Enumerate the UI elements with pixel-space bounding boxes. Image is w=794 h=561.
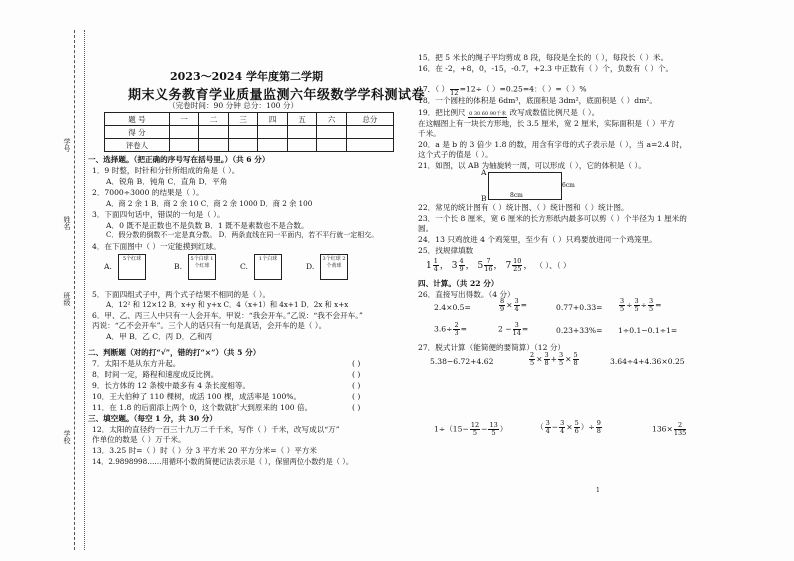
score-cell[interactable]: [199, 126, 228, 139]
score-cell[interactable]: [228, 126, 257, 139]
side-label-class: 班级: [63, 292, 71, 306]
score-cell[interactable]: [228, 139, 257, 152]
section-4-heading: 四、计算。（共 22 分）: [418, 279, 499, 288]
section-1-heading: 一、选择题。（把正确的序号写在括号里。）（共 6 分）: [88, 155, 270, 164]
binding-line-inner: [84, 30, 85, 550]
side-label-school: 学校: [63, 430, 71, 444]
question-6-options: A．甲 B．乙 C．丙 D．乙和丙: [106, 332, 213, 341]
score-header-cell: 六: [317, 113, 346, 126]
ball-box-c: [254, 254, 282, 280]
score-cell[interactable]: [258, 139, 287, 152]
question-20: 20．a 是 b 的 3 倍少 1.8 的数，用含有字母的式子表示是（ ），当 a=2.4 时，: [418, 140, 688, 149]
score-header-cell: 四: [258, 113, 287, 126]
score-row-label: 得 分: [105, 126, 170, 139]
score-cell[interactable]: [346, 126, 393, 139]
side-label-number: 学号: [63, 138, 71, 152]
question-19: [418, 108, 599, 118]
score-cell[interactable]: [346, 139, 393, 152]
answer-paren-11[interactable]: ( ): [352, 403, 361, 412]
score-table: [104, 112, 394, 152]
question-17: [418, 82, 587, 97]
question-19-rest: 改写成数值比例尺是（ ）。: [509, 108, 600, 117]
question-23-line2: 圆。: [418, 224, 434, 233]
score-cell[interactable]: [317, 139, 346, 152]
score-cell[interactable]: [287, 139, 316, 152]
question-8: 8．时间一定，路程和速度成反比例。: [92, 370, 219, 379]
option-b-label: B.: [174, 262, 182, 271]
question-5-options: A．12² 和 12×12 B．x+y 和 y+x C．4（x+1）和 4x+1 D．2x 和 x+x: [106, 300, 349, 309]
option-a-label: A.: [104, 262, 112, 271]
answer-paren-7[interactable]: ( ): [352, 359, 361, 368]
question-7: 7．太阳不是从东方升起。: [92, 359, 181, 368]
question-1: 1．9 时整，时针和分针所组成的角是（ ）。: [92, 166, 240, 175]
score-header-cell: 二: [199, 113, 228, 126]
question-25: 25．找规律填数: [418, 246, 474, 255]
question-22: 22．常见的统计图有（ ）统计图、（ ）统计图和（ ）统计图。: [418, 203, 629, 212]
expr-1: 5.38−6.72+4.62: [430, 357, 494, 366]
question-1-options: A．锐角 B．钝角 C．直角 D．平角: [106, 177, 228, 186]
question-9: 9．长方体的 12 条棱中最多有 4 条长度相等。: [92, 381, 251, 390]
score-cell[interactable]: [169, 126, 198, 139]
question-6-line2: 丙说：“乙不会开车”。三个人的话只有一句是真话，会开车的是（ ）。: [92, 321, 327, 330]
score-cell[interactable]: [199, 139, 228, 152]
ball-box-a-text: 5个红球: [122, 256, 142, 262]
calc-6: 2 − $\frac{3}{14}$ =: [498, 321, 529, 337]
score-header-cell: 一: [169, 113, 198, 126]
sequence-row: [426, 258, 571, 274]
score-row-label: 评卷人: [105, 139, 170, 152]
question-19-lead: 19．把比例尺: [418, 108, 466, 117]
fraction-17-den: 12: [450, 89, 459, 97]
section-2-heading: 二、判断题（对的打“√”，错的打“×”）（共 5 分）: [88, 348, 261, 357]
scale-bar: 0 30 60 90千米: [469, 111, 507, 117]
seq-term-4: 7 $\frac{10}{25}$ ，: [505, 257, 533, 273]
ball-box-b-text: 5个白球 1个红球: [190, 256, 214, 269]
question-27: 27．脱式计算（能简便的要简算）（12 分）: [418, 343, 566, 352]
seq-blanks[interactable]: （ ）、（ ）: [535, 261, 571, 270]
section-3-heading: 三、填空题。（每空 1 分，共 30 分）: [88, 414, 217, 423]
seq-term-1: 1 $\frac{1}{4}$ ，: [426, 257, 449, 273]
ball-box-d-text: 3个红球 2个黄球: [322, 256, 346, 269]
question-15: 15．把 5 米长的绳子平均剪成 8 段，每段是全长的（ ），每段长（ ）米。: [418, 53, 669, 62]
question-3-options-b: C．假分数的倒数不一定是真分数。 D．两条直线在同一平面内，若不平行就一定相交。: [106, 231, 379, 239]
answer-paren-8[interactable]: ( ): [352, 370, 361, 379]
question-11: 11．在 1.8 的后面添上两个 0，这个数就扩大到原来的 100 倍。: [92, 403, 313, 412]
question-3-options-a: A．0 既不是正数也不是负数 B．1 既不是素数也不是合数。: [106, 221, 309, 230]
question-19-line2: 在这幅图上有一块长方形地，长 3.5 厘米，宽 2 厘米，实际面积是（ ）平方: [418, 119, 675, 128]
expr-6: 136× $\frac{2}{135}$: [652, 421, 687, 437]
question-23: 23．一个长 8 厘米，宽 6 厘米的长方形纸内最多可以剪（ ）个半径为 1 厘米的: [418, 214, 687, 223]
score-header-cell: 总分: [346, 113, 393, 126]
expr-3: 3.64÷4+4.36×0.25: [610, 357, 685, 366]
question-21: 21．如图，以 AB 为轴旋转一周，可以形成（ ），它的体积是（ ）。: [418, 161, 646, 170]
height-label: 6cm: [562, 182, 575, 189]
side-label-name: 姓名: [63, 216, 71, 230]
expr-2: $\frac{2}{5}$ × $\frac{3}{8}$ + $\frac{3}{5}$ × $\frac{5}{8}$: [530, 351, 578, 367]
question-12: 12．太阳的直径约一百三十九万二千千米，写作（ ）千米，改写成以“万”: [92, 425, 340, 434]
rectangle-figure: [488, 172, 562, 200]
calc-2: $\frac{8}{9}$ × $\frac{3}{4}$ =: [500, 297, 528, 313]
question-24: 24．13 只鸡放进 4 个鸡笼里，至少有（ ）只鸡要放进同一个鸡笼里。: [418, 235, 657, 244]
ball-box-d: [320, 254, 348, 280]
exam-info: （完卷时间：90 分钟 总分：100 分）: [168, 101, 299, 110]
exam-year-title: 2023～2024 学年度第二学期: [170, 70, 324, 83]
score-cell[interactable]: [169, 139, 198, 152]
calc-7: 0.23+33%=: [556, 326, 603, 335]
point-b-label: B: [481, 194, 487, 203]
answer-paren-10[interactable]: ( ): [352, 392, 361, 401]
question-16: 16．在 -2，+8，0，-15，-0.7，+2.3 中正数有（ ）个，负数有（ ）个。: [418, 64, 674, 73]
question-19-line3: 千米。: [418, 129, 441, 138]
score-header-cell: 题 号: [105, 113, 170, 126]
calc-8: 1÷0.1−0.1÷1=: [618, 326, 678, 335]
seq-term-3: 5 $\frac{7}{16}$ ，: [477, 257, 503, 273]
seq-term-2: 3 $\frac{4}{9}$ ，: [451, 257, 475, 273]
width-label: 8cm: [510, 192, 523, 199]
option-c-label: C.: [240, 262, 248, 271]
binding-line: [74, 30, 75, 550]
score-header-cell: 三: [228, 113, 257, 126]
point-a-label: A: [481, 168, 487, 177]
question-2: 2．7000÷3000 的结果是（ ）。: [92, 188, 204, 197]
score-cell[interactable]: [258, 126, 287, 139]
score-cell[interactable]: [287, 126, 316, 139]
question-20-line2: 这个式子的值是（ ）。: [418, 150, 493, 159]
option-d-label: D.: [306, 262, 315, 271]
score-cell[interactable]: [317, 126, 346, 139]
question-13: 13．3.25 时=（ ）时（ ）分 3 平方米 20 平方分米=（ ）平方米: [92, 446, 317, 455]
expr-5: （ $\frac{3}{4}$ − $\frac{3}{4}$ × $\frac{5}{6}$ ）÷ $\frac{9}{8}$: [536, 419, 601, 435]
ball-box-a: [118, 254, 146, 280]
expr-4: 1÷（15− $\frac{12}{5}$ − $\frac{13}{5}$ ）: [434, 421, 508, 437]
question-14: 14．2.9898998……用循环小数的简便记法表示是（ ），保留两位小数约是（ ）。: [92, 457, 354, 466]
question-6: 6．甲、乙、丙三人中只有一人会开车。甲说：“我会开车。”乙说：“我不会开车。”: [92, 311, 363, 320]
question-4: 4．在下面图中（ ）一定能摸到红球。: [92, 242, 221, 251]
question-18: 18．一个圆柱的体积是 6dm³，底面积是 3dm²，底面积是（ ）dm²。: [418, 96, 657, 105]
calc-1: 2.4×0.5=: [434, 303, 471, 312]
exam-title: 期末义务教育学业质量监测六年级数学学科测试卷: [128, 88, 426, 103]
question-26: 26．直接写出得数。（4 分）: [418, 290, 515, 299]
score-header-cell: 五: [287, 113, 316, 126]
calc-4: $\frac{3}{5}$ ÷ $\frac{3}{5}$ ÷ $\frac{3}{5}$ =: [620, 297, 662, 313]
question-17-rest: =12÷（ ）=0.25=4：（ ）=（ ）%: [459, 84, 587, 94]
fraction-17: [450, 82, 459, 97]
page-number: 1: [596, 487, 600, 494]
question-3: 3．下面四句话中，错误的一句是（ ）。: [92, 210, 225, 219]
calc-3: 0.77+0.33=: [556, 303, 603, 312]
answer-paren-9[interactable]: ( ): [352, 381, 361, 390]
question-12-line2: 作单位的数是（ ）万千米。: [92, 435, 186, 444]
question-2-options: A．商 2 余 1 B．商 2 余 10 C．商 2 余 1000 D．商 2 余 100: [106, 199, 313, 208]
ball-box-c-text: 1个白球: [258, 256, 278, 262]
calc-5: 3.6÷ $\frac{2}{3}$ =: [434, 321, 467, 337]
question-5: 5．下面四组式子中，两个式子结果不相同的是（ ）。: [92, 290, 271, 299]
question-10: 10．王大伯种了 110 棵树，成活 100 棵，成活率是 100%。: [92, 392, 302, 401]
ball-box-b: [188, 254, 216, 280]
question-17-lead: 17．（ ）: [418, 84, 450, 94]
